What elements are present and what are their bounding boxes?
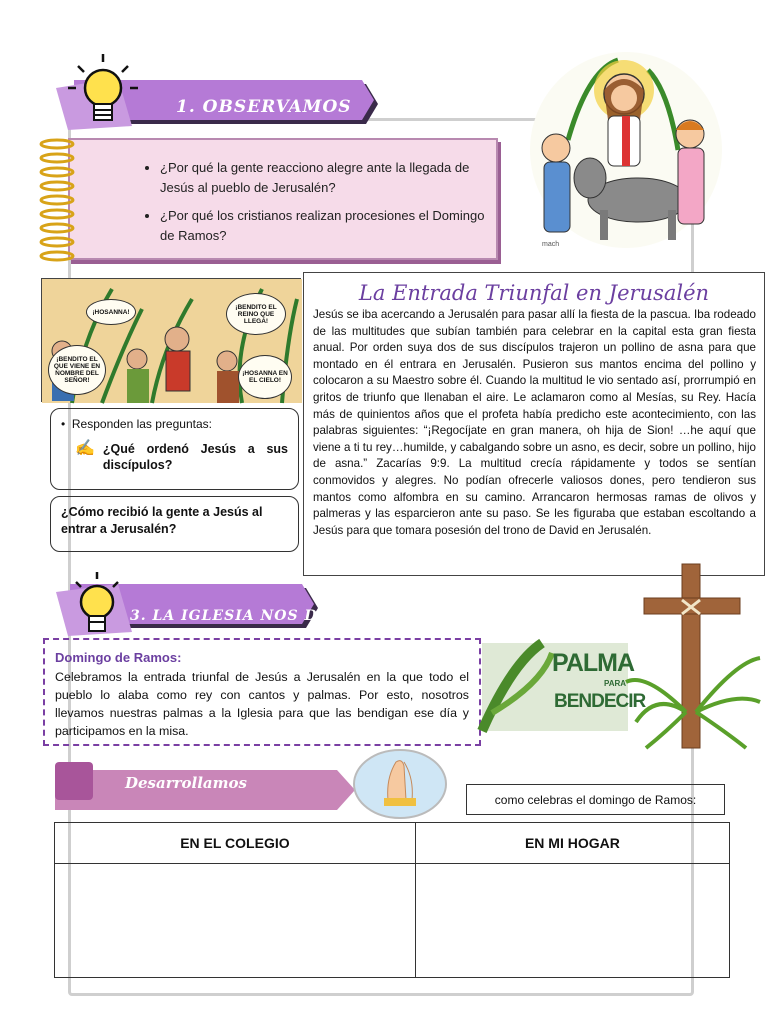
- answer-cell-hogar[interactable]: [415, 864, 729, 978]
- answer-cell-colegio[interactable]: [55, 864, 416, 978]
- praying-hands-icon: [352, 748, 448, 820]
- activity-table: [54, 822, 730, 978]
- jesus-donkey-illustration: [528, 50, 724, 250]
- instruction-line: [61, 417, 298, 431]
- illustration-signature: mach: [542, 241, 560, 248]
- column-header-colegio: EN EL COLEGIO: [55, 823, 416, 864]
- passage-box: [303, 272, 765, 576]
- observamos-questions-box: [68, 138, 498, 260]
- palm-sunday-comic-image: [41, 278, 301, 402]
- passage-title: La Entrada Triunfal en Jerusalén: [358, 281, 710, 305]
- instruction-text: Responden las preguntas:: [71, 417, 212, 431]
- passage-text: Jesús se iba acercando a Jerusalén para pasar allí la fiesta de la pascua. Iba rodeado de las multitudes que subían también para celebrar en la capital esta gran fiesta anual. Por orden suya dos de sus discípulos trajeron un pollino de asna para que montado en él entrara en Jerusalén. Pusieron sus mantos encima del pollino y colocaron a su Maestro sobre él. Cuando la multitud le vio sentado así, prorrumpió en gritos de triunfo que llenaban el aire. Le aclamaron como al Mesías, su Rey. Hacía más de quinientos años que el profeta había predicho este acontecimiento, con las palabras siguientes: “¡Regocíjate en gran manera, oh hija de Sion! …he aquí que viene a ti tu rey…humilde, y cabalgando sobre un asno, es decir, sobre un pollino, hijo de asna.” Zacarías 9:9. La multitud crecía rápidamente y todos se sentían conmovidos y alegres. No podían ofrecerle valiosos dones, pero tendieron sus mantos como alfombra en su camino. Arrancaron hermosas ramas de olivos y palmeras y las esparcieron ante su paso. Se les figuraba que estaban escoltando a Jesús para que tomara posesión del trono de David en Jerusalén.: [313, 308, 756, 537]
- question-list: [140, 158, 496, 246]
- question-2: ¿Cómo recibió la gente a Jesús al entrar a Jerusalén?: [61, 505, 263, 536]
- iglesia-dashed-box: [43, 638, 481, 746]
- comic-bubble: ¡BENDITO EL QUE VIENE EN NOMBRE DEL SEÑOR!: [48, 345, 106, 395]
- lightbulb-icon: [64, 570, 130, 642]
- bullet-icon: •: [61, 417, 72, 431]
- comic-bubble: ¡BENDITO EL REINO QUE LLEGA!: [226, 293, 286, 335]
- prompt-box: como celebras el domingo de Ramos:: [466, 784, 725, 815]
- comic-bubble: ¡HOSANNA EN EL CIELO!: [238, 355, 292, 399]
- palma-para-bendecir-image: [482, 643, 646, 731]
- writing-hand-icon: ✍: [75, 440, 95, 457]
- question-item: • ¿Por qué los cristianos realizan procesiones el Domingo de Ramos?: [160, 206, 496, 246]
- palma-word: PALMA: [552, 649, 635, 677]
- questions-box-1: [50, 408, 299, 490]
- question-item: • ¿Por qué la gente reacciono alegre ante la llegada de Jesús al pueblo de Jerusalén?: [160, 158, 496, 198]
- section1-title: 1. OBSERVAMOS: [176, 97, 352, 117]
- column-header-hogar: EN MI HOGAR: [415, 823, 729, 864]
- question-1: ¿Qué ordenó Jesús a sus discípulos?: [102, 442, 288, 472]
- cross-with-palms-image: [626, 562, 760, 748]
- spiral-binding-icon: [38, 136, 76, 264]
- comic-bubble: ¡HOSANNA!: [86, 299, 136, 325]
- domingo-subtitle: Domingo de Ramos:: [55, 650, 182, 665]
- table-row: [55, 864, 730, 978]
- table-header-row: [55, 823, 730, 864]
- question-1-row: [75, 441, 288, 473]
- desarrollamos-title: Desarrollamos: [125, 774, 247, 792]
- domingo-text: Celebramos la entrada triunfal de Jesús a Jerusalén en la que todo el pueblo lo alaba como rey con cantos y palmas. Por esto, nosotros llevamos nuestras palmas a la Iglesia para que las bendigan ese día y participamos en la misa.: [55, 670, 469, 738]
- lightbulb-icon: [64, 52, 142, 128]
- bendecir-word: BENDECIR: [554, 691, 646, 712]
- section3-title: 3. LA IGLESIA NOS DICE…: [130, 608, 364, 624]
- para-word: PARA: [604, 679, 627, 688]
- questions-box-2: [50, 496, 299, 552]
